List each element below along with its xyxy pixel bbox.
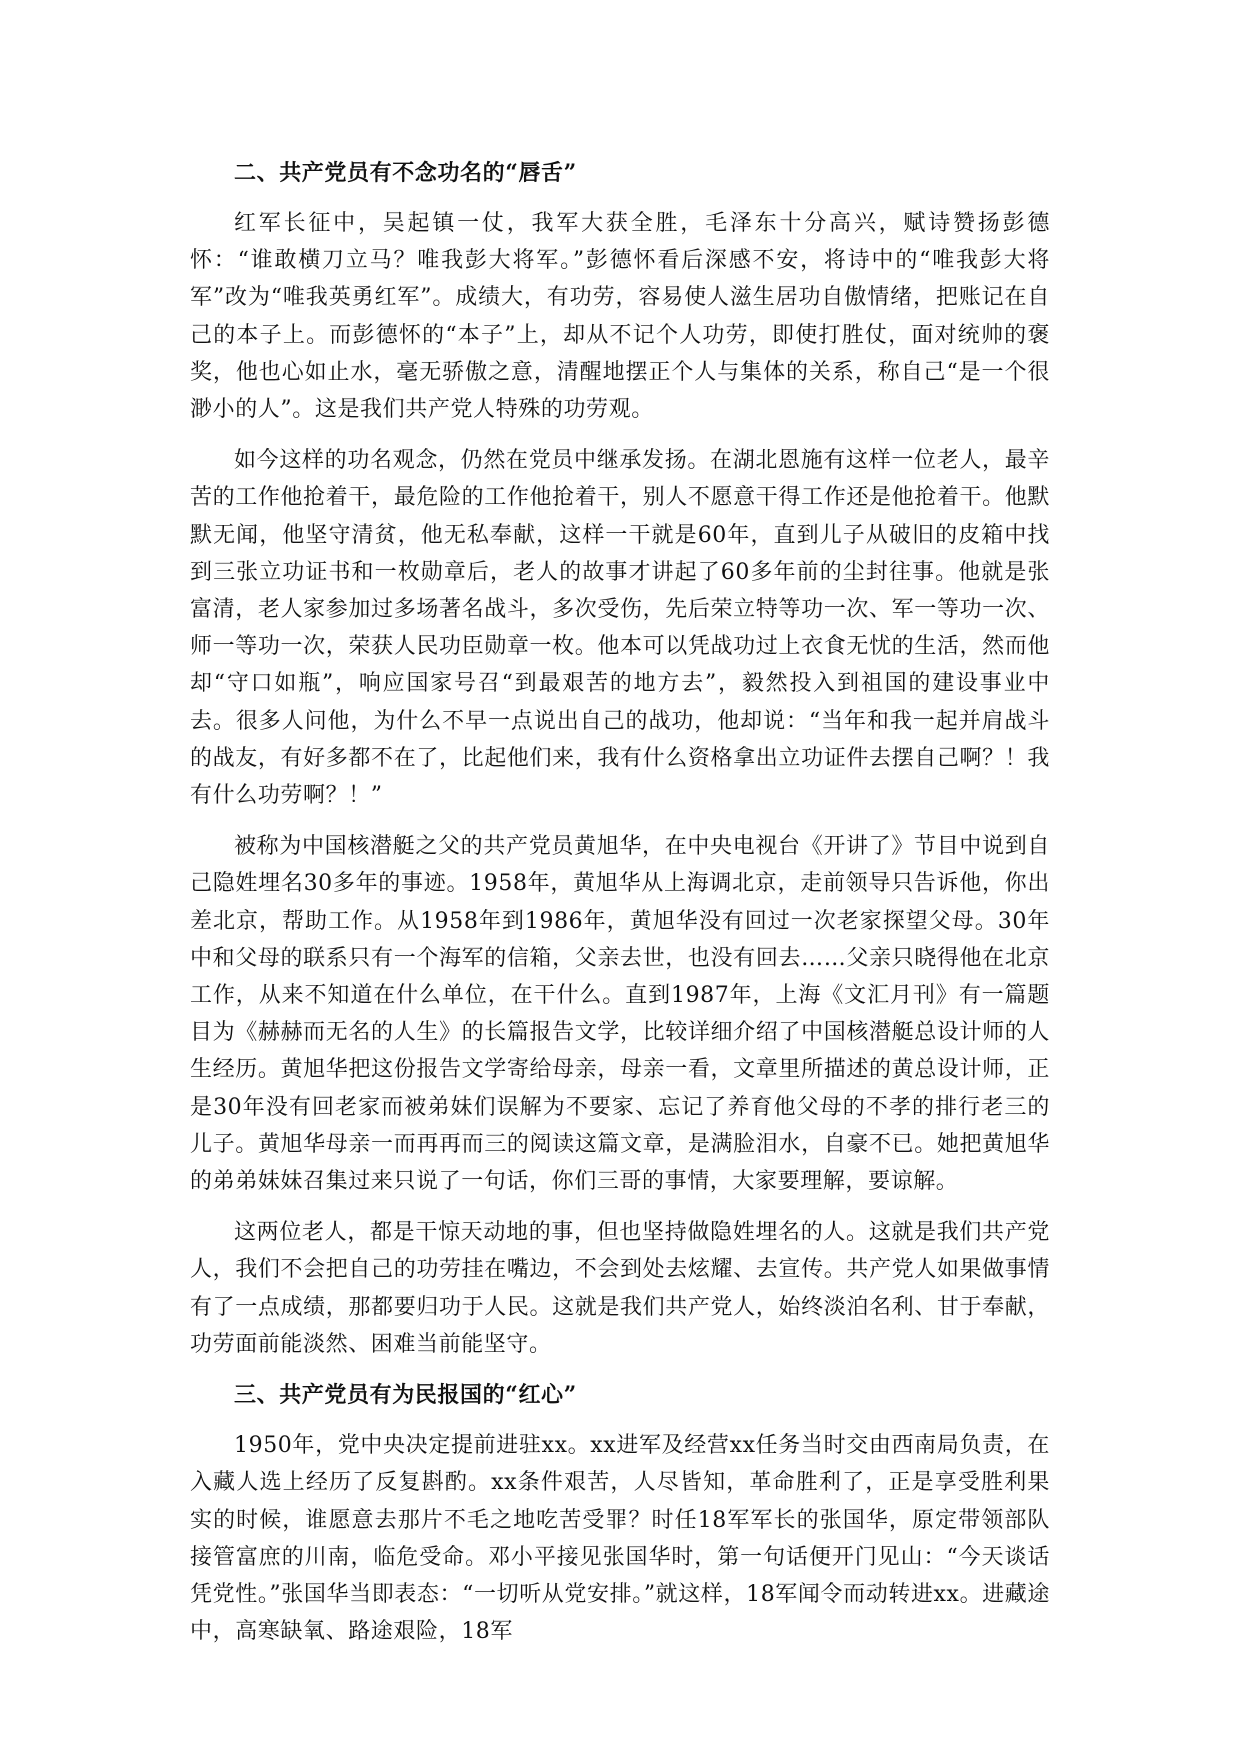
paragraph: 1950年，党中央决定提前进驻xx。xx进军及经营xx任务当时交由西南局负责，在入藏人选上经历了反复斟酌。xx条件艰苦，人尽皆知，革命胜利了，正是享受胜利果实的时候，谁愿意去那片不毛之地吃苦受罪？时任18军军长的张国华，原定带领部队接管富庶的川南，临危受命。邓小平接见张国华时，第一句话便开门见山：“今天谈话凭党性。”张国华当即表态：“一切听从党安排。”就这样，18军闻令而动转进xx。进藏途中，高寒缺氧、路途艰险，18军 [190,1433,1050,1645]
paragraph: 红军长征中，吴起镇一仗，我军大获全胜，毛泽东十分高兴，赋诗赞扬彭德怀：“谁敢横刀立马？唯我彭大将军。”彭德怀看后深感不安，将诗中的“唯我彭大将军”改为“唯我英勇红军”。成绩大，有功劳，容易使人滋生居功自傲情绪，把账记在自己的本子上。而彭德怀的“本子”上，却从不记个人功劳，即使打胜仗，面对统帅的褒奖，他也心如止水，毫无骄傲之意，清醒地摆正个人与集体的关系，称自己“是一个很渺小的人”。这是我们共产党人特殊的功劳观。 [190,211,1050,423]
section-heading: 二、共产党员有不念功名的“唇舌” [234,160,577,186]
paragraph: 如今这样的功名观念，仍然在党员中继承发扬。在湖北恩施有这样一位老人，最辛苦的工作他抢着干，最危险的工作他抢着干，别人不愿意干得工作还是他抢着干。他默默无闻，他坚守清贫，他无私奉献，这样一干就是60年，直到儿子从破旧的皮箱中找到三张立功证书和一枚勋章后，老人的故事才讲起了60多年前的尘封往事。他就是张富清，老人家参加过多场著名战斗，多次受伤，先后荣立特等功一次、军一等功一次、师一等功一次，荣获人民功臣勋章一枚。他本可以凭战功过上衣食无忧的生活，然而他却“守口如瓶”，响应国家号召“到最艰苦的地方去”，毅然投入到祖国的建设事业中去。很多人问他，为什么不早一点说出自己的战功，他却说：“当年和我一起并肩战斗的战友，有好多都不在了，比起他们来，我有什么资格拿出立功证件去摆自己啊？！我有什么功劳啊？！” [190,448,1050,809]
section-heading: 三、共产党员有为民报国的“红心” [234,1382,577,1409]
paragraph: 被称为中国核潜艇之父的共产党员黄旭华，在中央电视台《开讲了》节目中说到自己隐姓埋名30多年的事迹。1958年，黄旭华从上海调北京，走前领导只告诉他，你出差北京，帮助工作。从1958年到1986年，黄旭华没有回过一次老家探望父母。30年中和父母的联系只有一个海军的信箱，父亲去世，也没有回去……父亲只晓得他在北京工作，从来不知道在什么单位，在干什么。直到1987年，上海《文汇月刊》有一篇题目为《赫赫而无名的人生》的长篇报告文学，比较详细介绍了中国核潜艇总设计师的人生经历。黄旭华把这份报告文学寄给母亲，母亲一看，文章里所描述的黄总设计师，正是30年没有回老家而被弟妹们误解为不要家、忘记了养育他父母的不孝的排行老三的儿子。黄旭华母亲一而再再而三的阅读这篇文章，是满脸泪水，自豪不已。她把黄旭华的弟弟妹妹召集过来只说了一句话，你们三哥的事情，大家要理解，要谅解。 [190,834,1050,1195]
paragraph: 这两位老人，都是干惊天动地的事，但也坚持做隐姓埋名的人。这就是我们共产党人，我们不会把自己的功劳挂在嘴边，不会到处去炫耀、去宣传。共产党人如果做事情有了一点成绩，那都要归功于人民。这就是我们共产党人，始终淡泊名利、甘于奉献，功劳面前能淡然、困难当前能坚守。 [190,1220,1050,1357]
